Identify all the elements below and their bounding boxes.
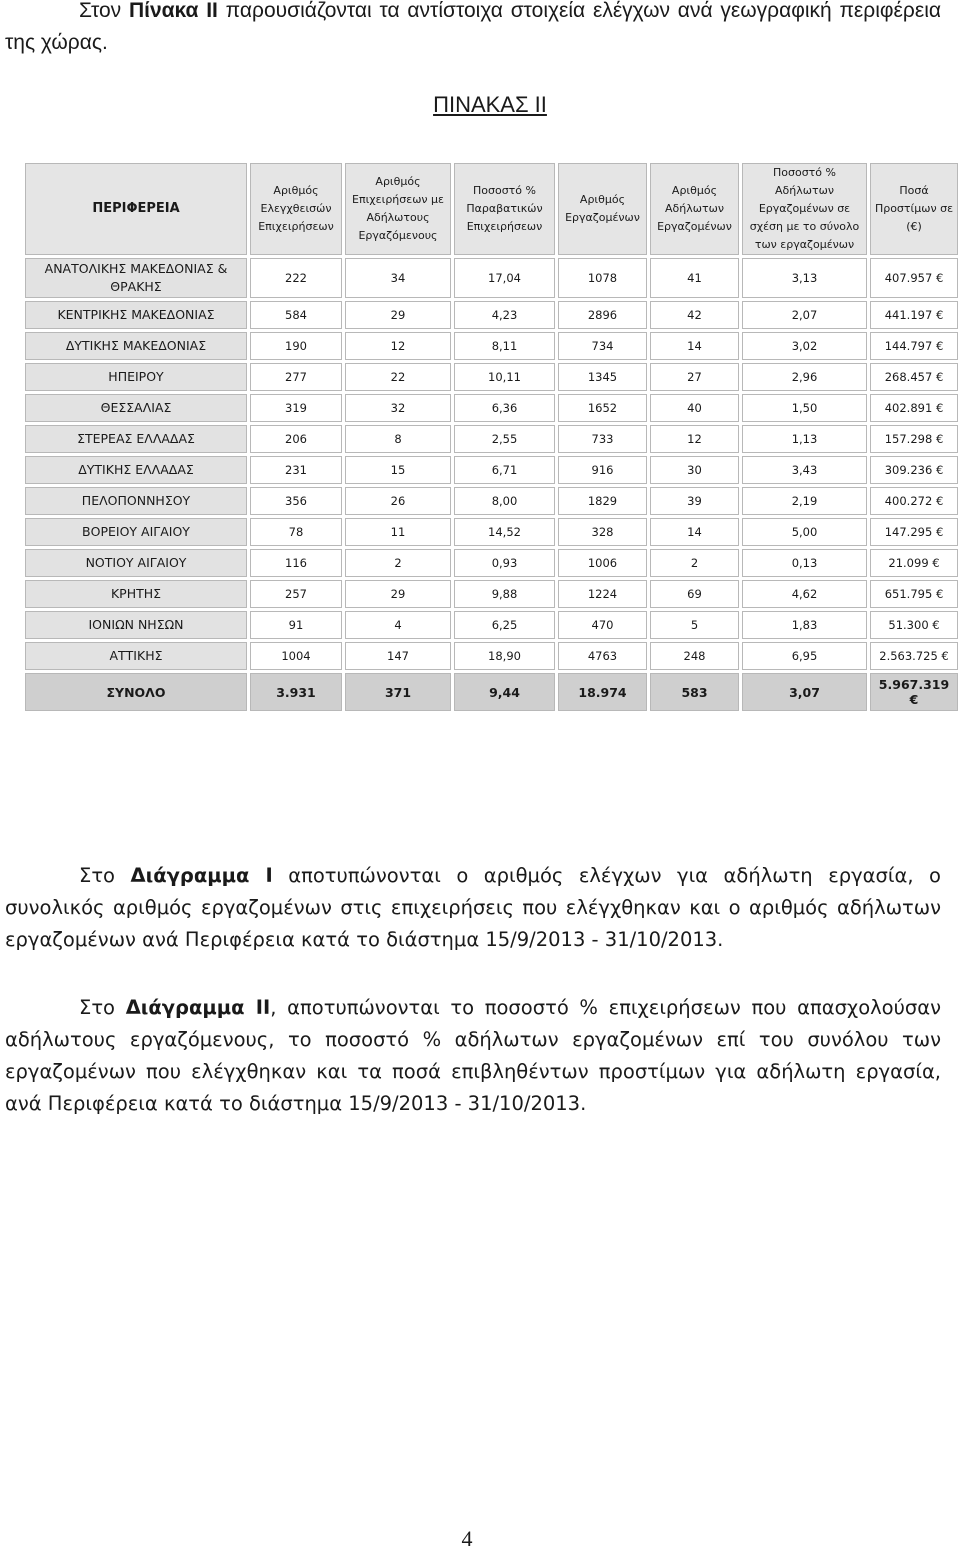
table-cell: 407.957 €: [870, 258, 958, 298]
region-name: ΠΕΛΟΠΟΝΝΗΣΟΥ: [25, 487, 247, 515]
table-cell: 6,36: [454, 394, 555, 422]
table-cell: 2896: [558, 301, 647, 329]
table-cell: 0,13: [742, 549, 867, 577]
table-row: [25, 363, 958, 391]
table-cell: 1006: [558, 549, 647, 577]
table-cell: 157.298 €: [870, 425, 958, 453]
p3-before: Στο: [79, 996, 126, 1019]
p3-bold: Διάγραμμα ΙΙ: [125, 996, 271, 1019]
table-cell: 14: [650, 332, 739, 360]
header-row: [25, 163, 958, 255]
region-name: ΘΕΣΣΑΛΙΑΣ: [25, 394, 247, 422]
table-cell: 651.795 €: [870, 580, 958, 608]
intro-paragraph: [5, 0, 941, 59]
table-cell: 147: [345, 642, 451, 670]
table-cell: 3,13: [742, 258, 867, 298]
table-cell: 916: [558, 456, 647, 484]
diagram-1-paragraph: [5, 860, 941, 956]
table-cell: 17,04: [454, 258, 555, 298]
table-cell: 1829: [558, 487, 647, 515]
table-cell: 2,07: [742, 301, 867, 329]
table-cell: 4,62: [742, 580, 867, 608]
total-cell: 371: [345, 673, 451, 711]
p2-before: Στο: [79, 864, 131, 887]
table-cell: 18,90: [454, 642, 555, 670]
region-name: ΑΝΑΤΟΛΙΚΗΣ ΜΑΚΕΔΟΝΙΑΣ & ΘΡΑΚΗΣ: [25, 258, 247, 298]
table-cell: 2: [345, 549, 451, 577]
table-cell: 441.197 €: [870, 301, 958, 329]
p3-after: , αποτυπώνονται το ποσοστό % επιχειρήσεων που απασχολούσαν αδήλωτους εργαζόμενους, το ποσοστό % αδήλωτων εργαζομένων επί του συνόλου των εργαζομένων που ελέγχθηκαν και τα ποσά επιβληθέντων προστίμων για αδήλωτη εργασία, ανά Περιφέρεια κατά το διάστημα 15/9/2013 - 31/10/2013.: [5, 996, 941, 1115]
total-cell: 583: [650, 673, 739, 711]
table-title: ΠΙΝΑΚΑΣ ΙΙ: [433, 92, 547, 117]
table-cell: 1345: [558, 363, 647, 391]
table-row: [25, 642, 958, 670]
table-cell: 402.891 €: [870, 394, 958, 422]
table-cell: 6,25: [454, 611, 555, 639]
table-cell: 1078: [558, 258, 647, 298]
table-cell: 584: [250, 301, 342, 329]
p2-after: αποτυπώνονται ο αριθμός ελέγχων για αδήλωτη εργασία, ο συνολικός αριθμός εργαζομένων στις επιχειρήσεις που ελέγχθηκαν και ο αριθμός αδήλωτων εργαζομένων ανά Περιφέρεια κατά το διάστημα 15/9/2013 - 31/10/2013.: [5, 864, 941, 951]
table-cell: 268.457 €: [870, 363, 958, 391]
table-cell: 3,43: [742, 456, 867, 484]
table-cell: 2,96: [742, 363, 867, 391]
region-name: ΝΟΤΙΟΥ ΑΙΓΑΙΟΥ: [25, 549, 247, 577]
table-cell: 32: [345, 394, 451, 422]
table-cell: 14: [650, 518, 739, 546]
table-cell: 309.236 €: [870, 456, 958, 484]
total-cell: 3,07: [742, 673, 867, 711]
table-cell: 1652: [558, 394, 647, 422]
table-cell: 11: [345, 518, 451, 546]
table-cell: 14,52: [454, 518, 555, 546]
table-cell: 116: [250, 549, 342, 577]
table-cell: 8,00: [454, 487, 555, 515]
intro-before: Στον: [79, 0, 129, 22]
table-row: [25, 518, 958, 546]
table-cell: 78: [250, 518, 342, 546]
region-name: ΚΕΝΤΡΙΚΗΣ ΜΑΚΕΔΟΝΙΑΣ: [25, 301, 247, 329]
table-cell: 222: [250, 258, 342, 298]
table-cell: 29: [345, 301, 451, 329]
region-name: ΔΥΤΙΚΗΣ ΕΛΛΑΔΑΣ: [25, 456, 247, 484]
table-cell: 1,13: [742, 425, 867, 453]
table-cell: 0,93: [454, 549, 555, 577]
table-row: [25, 258, 958, 298]
table-cell: 1004: [250, 642, 342, 670]
table-cell: 147.295 €: [870, 518, 958, 546]
table-cell: 231: [250, 456, 342, 484]
table-cell: 470: [558, 611, 647, 639]
table-cell: 277: [250, 363, 342, 391]
total-cell: 9,44: [454, 673, 555, 711]
table-cell: 2: [650, 549, 739, 577]
table-cell: 69: [650, 580, 739, 608]
diagram-2-paragraph: [5, 992, 941, 1120]
region-name: ΚΡΗΤΗΣ: [25, 580, 247, 608]
table-cell: 144.797 €: [870, 332, 958, 360]
col-header-violation-pct: Ποσοστό % Παραβατικών Επιχειρήσεων: [454, 163, 555, 255]
table-cell: 12: [345, 332, 451, 360]
table-row: [25, 456, 958, 484]
col-header-employees: Αριθμός Εργαζομένων: [558, 163, 647, 255]
page-number: 4: [461, 1526, 473, 1551]
table-cell: 41: [650, 258, 739, 298]
intro-after: παρουσιάζονται τα αντίστοιχα στοιχεία ελέγχων ανά γεωγραφική περιφέρεια της χώρας.: [5, 0, 941, 54]
table-cell: 248: [650, 642, 739, 670]
table-cell: 257: [250, 580, 342, 608]
table-cell: 319: [250, 394, 342, 422]
table-cell: 328: [558, 518, 647, 546]
table-cell: 3,02: [742, 332, 867, 360]
table-cell: 400.272 €: [870, 487, 958, 515]
table-cell: 21.099 €: [870, 549, 958, 577]
total-label: ΣΥΝΟΛΟ: [25, 673, 247, 711]
col-header-fines: Ποσά Προστίμων σε (€): [870, 163, 958, 255]
total-cell: 5.967.319 €: [870, 673, 958, 711]
table-cell: 22: [345, 363, 451, 391]
table-cell: 1,83: [742, 611, 867, 639]
table-cell: 91: [250, 611, 342, 639]
table-row: [25, 549, 958, 577]
table-cell: 15: [345, 456, 451, 484]
p2-bold: Διάγραμμα Ι: [130, 864, 273, 887]
table-cell: 40: [650, 394, 739, 422]
table-cell: 10,11: [454, 363, 555, 391]
table-row: [25, 425, 958, 453]
region-table: [22, 160, 960, 707]
region-name: ΣΤΕΡΕΑΣ ΕΛΛΑΔΑΣ: [25, 425, 247, 453]
table-cell: 30: [650, 456, 739, 484]
table-cell: 206: [250, 425, 342, 453]
table-cell: 42: [650, 301, 739, 329]
total-cell: 3.931: [250, 673, 342, 711]
table-cell: 1,50: [742, 394, 867, 422]
inspections-table: [22, 160, 960, 714]
table-cell: 734: [558, 332, 647, 360]
table-cell: 2,19: [742, 487, 867, 515]
table-cell: 29: [345, 580, 451, 608]
table-cell: 26: [345, 487, 451, 515]
table-cell: 2,55: [454, 425, 555, 453]
table-row: [25, 301, 958, 329]
col-header-undeclared: Αριθμός Αδήλωτων Εργαζομένων: [650, 163, 739, 255]
region-name: ΙΟΝΙΩΝ ΝΗΣΩΝ: [25, 611, 247, 639]
table-cell: 8: [345, 425, 451, 453]
table-cell: 9,88: [454, 580, 555, 608]
table-cell: 5,00: [742, 518, 867, 546]
total-cell: 18.974: [558, 673, 647, 711]
table-row: [25, 580, 958, 608]
region-name: ΗΠΕΙΡΟΥ: [25, 363, 247, 391]
table-cell: 8,11: [454, 332, 555, 360]
table-row: [25, 332, 958, 360]
table-row: [25, 487, 958, 515]
region-name: ΔΥΤΙΚΗΣ ΜΑΚΕΔΟΝΙΑΣ: [25, 332, 247, 360]
table-cell: 4,23: [454, 301, 555, 329]
total-row: [25, 673, 958, 711]
table-cell: 4: [345, 611, 451, 639]
table-cell: 34: [345, 258, 451, 298]
table-cell: 2.563.725 €: [870, 642, 958, 670]
table-cell: 6,71: [454, 456, 555, 484]
table-cell: 51.300 €: [870, 611, 958, 639]
table-row: [25, 611, 958, 639]
table-cell: 4763: [558, 642, 647, 670]
table-cell: 6,95: [742, 642, 867, 670]
region-name: ΑΤΤΙΚΗΣ: [25, 642, 247, 670]
col-header-undeclared-pct: Ποσοστό % Αδήλωτων Εργαζομένων σε σχέση με το σύνολο των εργαζομένων: [742, 163, 867, 255]
col-header-firms-undeclared: Αριθμός Επιχειρήσεων με Αδήλωτους Εργαζόμενους: [345, 163, 451, 255]
table-cell: 1224: [558, 580, 647, 608]
table-body: [25, 258, 958, 670]
table-cell: 5: [650, 611, 739, 639]
table-cell: 356: [250, 487, 342, 515]
table-cell: 27: [650, 363, 739, 391]
table-cell: 733: [558, 425, 647, 453]
region-name: ΒΟΡΕΙΟΥ ΑΙΓΑΙΟΥ: [25, 518, 247, 546]
table-cell: 39: [650, 487, 739, 515]
intro-bold: Πίνακα ΙΙ: [128, 0, 218, 22]
table-row: [25, 394, 958, 422]
table-cell: 12: [650, 425, 739, 453]
table-cell: 190: [250, 332, 342, 360]
col-header-region: ΠΕΡΙΦΕΡΕΙΑ: [25, 163, 247, 255]
col-header-inspected: Αριθμός Ελεγχθεισών Επιχειρήσεων: [250, 163, 342, 255]
